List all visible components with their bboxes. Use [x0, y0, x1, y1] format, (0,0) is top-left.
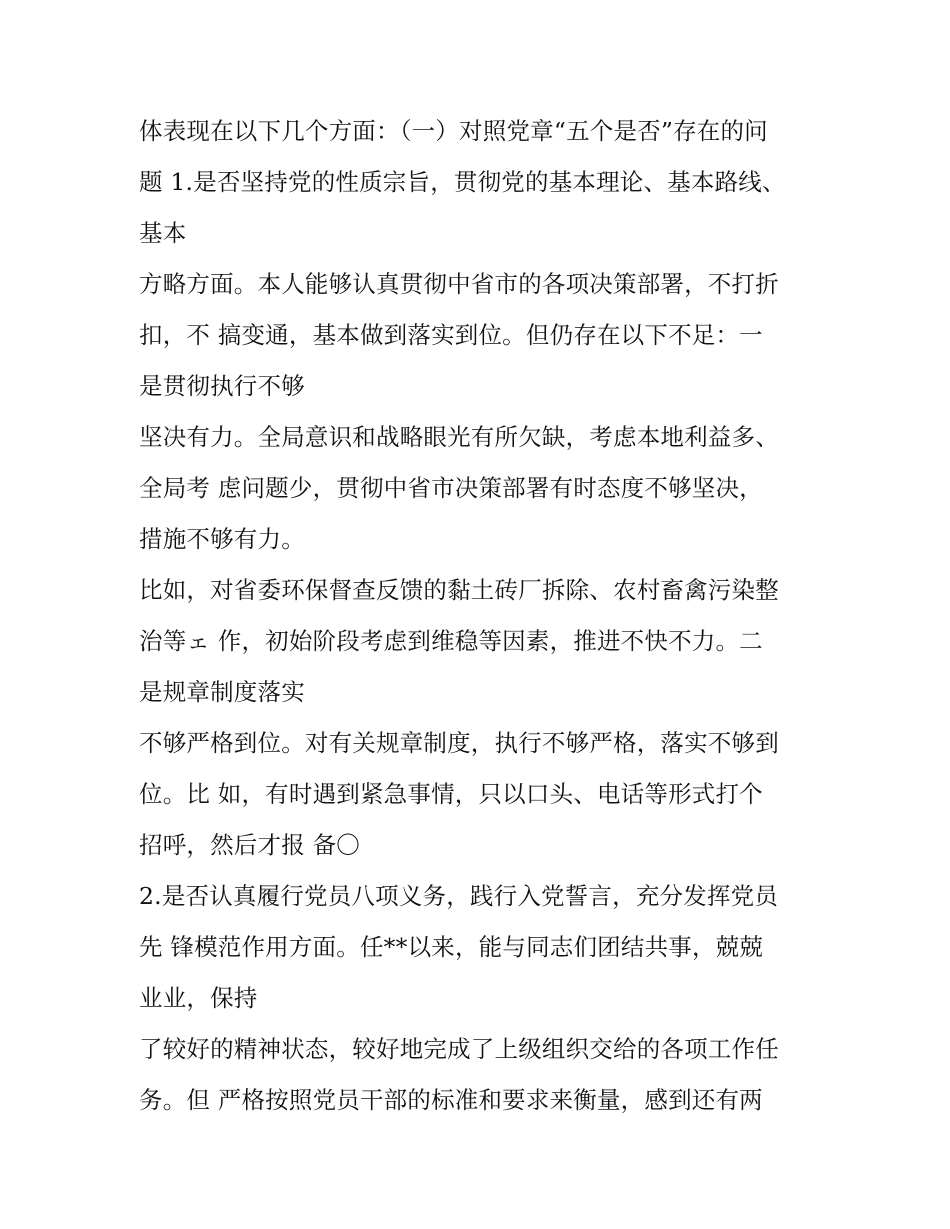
text-line: 位。比 如，有时遇到紧急事情，只以口头、电话等形式打个 — [139, 780, 763, 808]
text-line: 扣，不 搞变通，基本做到落实到位。但仍存在以下不足：一 — [139, 321, 763, 349]
text-line: 措施不够有力。 — [139, 525, 305, 553]
text-line: 是贯彻执行不够 — [139, 372, 305, 400]
text-line: 务。但 严格按照党员干部的标准和要求来衡量，感到还有两 — [139, 1086, 763, 1114]
text-line: 业业，保持 — [139, 984, 258, 1012]
text-line: 全局考 虑问题少，贯彻中省市决策部署有时态度不够坚决， — [139, 474, 763, 502]
text-line: 是规章制度落实 — [139, 678, 305, 706]
text-line: 治等ェ 作，初始阶段考虑到维稳等因素，推进不快不力。二 — [139, 627, 763, 655]
text-line: 先 锋模范作用方面。任**以来，能与同志们团结共事，兢兢 — [139, 933, 764, 961]
text-line: 招呼，然后才报 备〇 — [139, 831, 360, 859]
text-line: 比如，对省委环保督查反馈的黏土砖厂拆除、农村畜禽污染整 — [139, 576, 779, 604]
text-line: 方略方面。本人能够认真贯彻中省市的各项决策部署，不打折 — [139, 270, 779, 298]
text-line: 不够严格到位。对有关规章制度，执行不够严格，落实不够到 — [139, 729, 779, 757]
text-line: 题 1.是否坚持党的性质宗旨，贯彻党的基本理论、基本路线、 — [139, 168, 786, 196]
text-line: 了较好的精神状态，较好地完成了上级组织交给的各项工作任 — [139, 1035, 779, 1063]
text-line: 体表现在以下几个方面：（一）对照党章“五个是否”存在的问 — [139, 117, 768, 145]
document-body — [139, 106, 829, 1126]
text-line: 2.是否认真履行党员八项义务，践行入党誓言，充分发挥党员 — [139, 882, 779, 910]
text-line: 坚决有力。全局意识和战略眼光有所欠缺，考虑本地利益多、 — [139, 423, 779, 451]
text-line: 基本 — [139, 219, 187, 247]
